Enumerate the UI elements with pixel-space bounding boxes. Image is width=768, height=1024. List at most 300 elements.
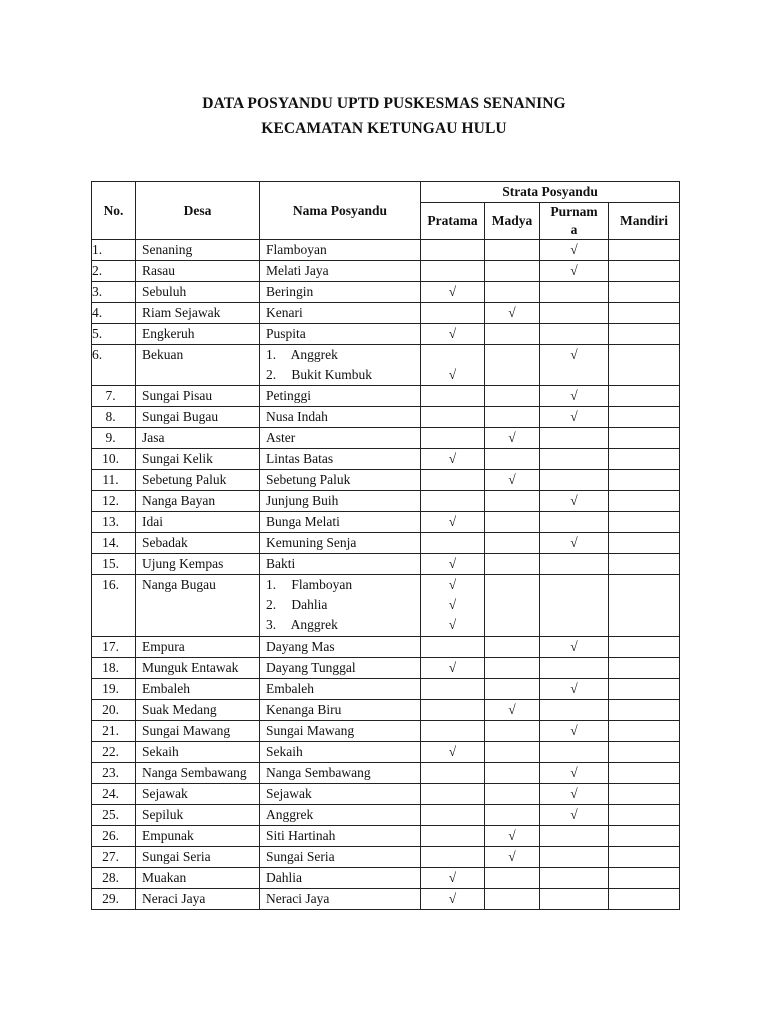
check-mark [485, 261, 539, 281]
cell-desa: Suak Medang [136, 700, 260, 721]
check-mark [609, 345, 679, 365]
check-mark [609, 261, 679, 281]
posyandu-list-item [260, 615, 414, 635]
cell-mandiri [609, 470, 680, 491]
cell-no: 3. [92, 282, 136, 303]
check-mark [485, 679, 539, 699]
cell-no: 1. [92, 240, 136, 261]
cell-pratama [421, 679, 485, 700]
cell-desa: Sebadak [136, 533, 260, 554]
cell-pratama [421, 240, 485, 261]
check-mark [421, 826, 484, 846]
check-mark: √ [448, 891, 457, 906]
cell-mandiri [609, 282, 680, 303]
cell-purnama [540, 575, 609, 637]
check-mark [540, 449, 608, 469]
cell-mandiri [609, 721, 680, 742]
check-mark [609, 449, 679, 469]
cell-no: 29. [92, 889, 136, 910]
check-mark: √ [448, 617, 457, 632]
check-mark [421, 533, 484, 553]
check-mark [540, 512, 608, 532]
cell-pratama [421, 868, 485, 889]
cell-pratama [421, 742, 485, 763]
table-row [92, 491, 680, 512]
cell-desa: Sungai Bugau [136, 407, 260, 428]
check-mark: √ [508, 472, 516, 487]
cell-madya [485, 575, 540, 637]
check-mark [609, 282, 679, 302]
cell-purnama [540, 742, 609, 763]
check-mark [609, 533, 679, 553]
cell-nama-posyandu: Sungai Mawang [260, 721, 421, 742]
check-mark [421, 240, 484, 260]
cell-purnama [540, 512, 609, 533]
check-mark [485, 784, 539, 804]
cell-mandiri [609, 240, 680, 261]
check-mark [609, 784, 679, 804]
check-mark [609, 303, 679, 323]
cell-madya [485, 784, 540, 805]
cell-madya [485, 282, 540, 303]
cell-purnama [540, 407, 609, 428]
cell-madya [485, 512, 540, 533]
check-mark [485, 533, 539, 553]
cell-pratama [421, 428, 485, 449]
posyandu-table [91, 181, 680, 910]
cell-no: 14. [92, 533, 136, 554]
table-row [92, 784, 680, 805]
cell-pratama [421, 345, 485, 386]
cell-nama-posyandu: Dayang Tunggal [260, 658, 421, 679]
cell-nama-posyandu: Nanga Sembawang [260, 763, 421, 784]
cell-pratama [421, 491, 485, 512]
table-row [92, 658, 680, 679]
cell-madya [485, 847, 540, 868]
cell-purnama [540, 491, 609, 512]
cell-pratama [421, 637, 485, 658]
cell-desa: Sungai Seria [136, 847, 260, 868]
check-mark: √ [570, 765, 578, 780]
cell-nama-posyandu: Petinggi [260, 386, 421, 407]
table-row [92, 575, 680, 637]
cell-no: 21. [92, 721, 136, 742]
cell-mandiri [609, 533, 680, 554]
check-mark: √ [448, 326, 457, 341]
check-mark [485, 407, 539, 427]
cell-pratama [421, 303, 485, 324]
check-mark [421, 637, 484, 657]
cell-mandiri [609, 512, 680, 533]
cell-no: 5. [92, 324, 136, 345]
check-mark [421, 345, 484, 365]
check-mark: √ [448, 660, 457, 675]
check-mark [485, 889, 539, 909]
cell-desa: Sebetung Paluk [136, 470, 260, 491]
cell-desa: Empura [136, 637, 260, 658]
cell-madya [485, 637, 540, 658]
check-mark [609, 868, 679, 888]
cell-mandiri [609, 303, 680, 324]
cell-pratama [421, 449, 485, 470]
check-mark [609, 679, 679, 699]
check-mark [609, 700, 679, 720]
check-mark: √ [508, 702, 516, 717]
table-row [92, 826, 680, 847]
cell-mandiri [609, 324, 680, 345]
check-mark [485, 615, 539, 635]
cell-mandiri [609, 700, 680, 721]
cell-pratama [421, 512, 485, 533]
check-mark: √ [570, 786, 578, 801]
cell-madya [485, 868, 540, 889]
cell-mandiri [609, 847, 680, 868]
check-mark [421, 407, 484, 427]
check-mark [485, 365, 539, 385]
check-mark [540, 658, 608, 678]
cell-nama-posyandu [260, 575, 421, 637]
cell-no: 24. [92, 784, 136, 805]
cell-no: 18. [92, 658, 136, 679]
cell-no: 13. [92, 512, 136, 533]
cell-mandiri [609, 575, 680, 637]
check-mark [609, 658, 679, 678]
cell-pratama [421, 407, 485, 428]
check-mark [609, 847, 679, 867]
list-index: 3. [266, 617, 277, 632]
cell-no: 16. [92, 575, 136, 637]
cell-pratama [421, 721, 485, 742]
cell-nama-posyandu: Melati Jaya [260, 261, 421, 282]
cell-mandiri [609, 428, 680, 449]
check-mark [485, 491, 539, 511]
check-mark [485, 449, 539, 469]
check-mark [540, 428, 608, 448]
check-mark [609, 889, 679, 909]
cell-pratama [421, 533, 485, 554]
cell-desa: Munguk Entawak [136, 658, 260, 679]
cell-no: 23. [92, 763, 136, 784]
check-mark: √ [448, 451, 457, 466]
posyandu-name: Dahlia [288, 597, 328, 612]
table-row [92, 345, 680, 386]
check-mark: √ [448, 514, 457, 529]
cell-nama-posyandu: Puspita [260, 324, 421, 345]
list-index: 2. [266, 597, 277, 612]
table-row [92, 679, 680, 700]
cell-nama-posyandu: Sekaih [260, 742, 421, 763]
cell-madya [485, 428, 540, 449]
cell-purnama [540, 533, 609, 554]
cell-mandiri [609, 889, 680, 910]
cell-mandiri [609, 763, 680, 784]
check-mark [421, 805, 484, 825]
header-strata-posyandu: Strata Posyandu [421, 182, 680, 203]
cell-nama-posyandu: Neraci Jaya [260, 889, 421, 910]
cell-purnama [540, 658, 609, 679]
table-row [92, 240, 680, 261]
cell-pratama [421, 575, 485, 637]
check-mark [609, 721, 679, 741]
cell-purnama [540, 784, 609, 805]
check-mark [485, 345, 539, 365]
cell-purnama [540, 554, 609, 575]
cell-purnama [540, 679, 609, 700]
cell-mandiri [609, 826, 680, 847]
cell-madya [485, 407, 540, 428]
check-mark [485, 805, 539, 825]
cell-no: 12. [92, 491, 136, 512]
posyandu-name: Bukit Kumbuk [288, 367, 373, 382]
cell-desa: Muakan [136, 868, 260, 889]
check-mark [609, 763, 679, 783]
cell-purnama [540, 261, 609, 282]
cell-madya [485, 303, 540, 324]
header-madya: Madya [485, 203, 540, 240]
check-mark [609, 826, 679, 846]
check-mark [540, 365, 608, 385]
cell-madya [485, 763, 540, 784]
check-mark [485, 721, 539, 741]
cell-no: 10. [92, 449, 136, 470]
check-mark [609, 512, 679, 532]
cell-madya [485, 700, 540, 721]
cell-nama-posyandu: Lintas Batas [260, 449, 421, 470]
check-mark [421, 721, 484, 741]
check-mark [609, 805, 679, 825]
table-row [92, 449, 680, 470]
cell-purnama [540, 889, 609, 910]
header-mandiri: Mandiri [609, 203, 680, 240]
check-mark [540, 554, 608, 574]
cell-nama-posyandu: Kenanga Biru [260, 700, 421, 721]
check-mark [485, 763, 539, 783]
check-mark [485, 742, 539, 762]
cell-nama-posyandu: Bakti [260, 554, 421, 575]
cell-desa: Sungai Pisau [136, 386, 260, 407]
check-mark [485, 595, 539, 615]
cell-no: 11. [92, 470, 136, 491]
check-mark [485, 324, 539, 344]
cell-purnama [540, 449, 609, 470]
cell-nama-posyandu: Junjung Buih [260, 491, 421, 512]
cell-pratama [421, 700, 485, 721]
cell-no: 25. [92, 805, 136, 826]
cell-purnama [540, 303, 609, 324]
table-row [92, 303, 680, 324]
cell-no: 26. [92, 826, 136, 847]
cell-no: 15. [92, 554, 136, 575]
table-row [92, 407, 680, 428]
cell-pratama [421, 784, 485, 805]
cell-desa: Empunak [136, 826, 260, 847]
check-mark: √ [448, 744, 457, 759]
cell-madya [485, 386, 540, 407]
page-subtitle: KECAMATAN KETUNGAU HULU [261, 120, 507, 137]
check-mark: √ [508, 849, 516, 864]
cell-madya [485, 554, 540, 575]
cell-pratama [421, 763, 485, 784]
cell-desa: Nanga Bugau [136, 575, 260, 637]
cell-nama-posyandu: Sungai Seria [260, 847, 421, 868]
cell-madya [485, 721, 540, 742]
check-mark: √ [448, 284, 457, 299]
check-mark [540, 615, 608, 635]
table-row [92, 805, 680, 826]
cell-purnama [540, 637, 609, 658]
header-no: No. [92, 182, 136, 240]
table-row [92, 554, 680, 575]
cell-purnama [540, 826, 609, 847]
cell-no: 28. [92, 868, 136, 889]
check-mark: √ [448, 597, 457, 612]
posyandu-list-item [260, 345, 414, 365]
check-mark: √ [570, 535, 578, 550]
check-mark: √ [508, 828, 516, 843]
cell-mandiri [609, 742, 680, 763]
cell-nama-posyandu [260, 345, 421, 386]
cell-no: 2. [92, 261, 136, 282]
cell-desa: Embaleh [136, 679, 260, 700]
cell-mandiri [609, 554, 680, 575]
cell-purnama [540, 324, 609, 345]
cell-pratama [421, 470, 485, 491]
cell-desa: Neraci Jaya [136, 889, 260, 910]
cell-nama-posyandu: Sejawak [260, 784, 421, 805]
header-purnama: Purnam a [540, 203, 609, 240]
cell-mandiri [609, 345, 680, 386]
cell-purnama [540, 868, 609, 889]
check-mark [609, 595, 679, 615]
posyandu-list-item [260, 365, 414, 385]
cell-nama-posyandu: Siti Hartinah [260, 826, 421, 847]
cell-purnama [540, 386, 609, 407]
check-mark: √ [448, 556, 457, 571]
check-mark [421, 261, 484, 281]
table-row [92, 470, 680, 491]
cell-desa: Sekaih [136, 742, 260, 763]
check-mark [540, 847, 608, 867]
cell-pratama [421, 658, 485, 679]
cell-nama-posyandu: Sebetung Paluk [260, 470, 421, 491]
cell-madya [485, 240, 540, 261]
cell-pratama [421, 847, 485, 868]
cell-desa: Sepiluk [136, 805, 260, 826]
cell-no: 17. [92, 637, 136, 658]
cell-nama-posyandu: Embaleh [260, 679, 421, 700]
cell-desa: Sejawak [136, 784, 260, 805]
table-row [92, 868, 680, 889]
cell-pratama [421, 826, 485, 847]
table-row [92, 742, 680, 763]
check-mark [540, 868, 608, 888]
header-desa: Desa [136, 182, 260, 240]
check-mark [540, 742, 608, 762]
list-index: 2. [266, 367, 277, 382]
cell-no: 4. [92, 303, 136, 324]
cell-mandiri [609, 407, 680, 428]
cell-purnama [540, 763, 609, 784]
cell-no: 22. [92, 742, 136, 763]
check-mark [540, 826, 608, 846]
cell-madya [485, 324, 540, 345]
cell-desa: Sebuluh [136, 282, 260, 303]
check-mark [540, 700, 608, 720]
check-mark [609, 575, 679, 595]
list-index: 1. [266, 347, 277, 362]
cell-desa: Senaning [136, 240, 260, 261]
check-mark [421, 491, 484, 511]
check-mark [421, 303, 484, 323]
cell-pratama [421, 805, 485, 826]
check-mark: √ [508, 305, 516, 320]
check-mark [421, 428, 484, 448]
posyandu-list-item [260, 575, 414, 595]
check-mark: √ [570, 639, 578, 654]
cell-mandiri [609, 658, 680, 679]
cell-madya [485, 679, 540, 700]
check-mark: √ [570, 723, 578, 738]
cell-nama-posyandu: Kemuning Senja [260, 533, 421, 554]
check-mark [609, 637, 679, 657]
cell-desa: Sungai Kelik [136, 449, 260, 470]
check-mark [540, 303, 608, 323]
check-mark: √ [448, 367, 457, 382]
cell-mandiri [609, 784, 680, 805]
check-mark [421, 679, 484, 699]
check-mark [421, 847, 484, 867]
cell-desa: Engkeruh [136, 324, 260, 345]
cell-desa: Ujung Kempas [136, 554, 260, 575]
check-mark: √ [570, 493, 578, 508]
cell-mandiri [609, 386, 680, 407]
check-mark [540, 889, 608, 909]
check-mark [485, 512, 539, 532]
check-mark [609, 428, 679, 448]
cell-no: 7. [92, 386, 136, 407]
check-mark [485, 554, 539, 574]
cell-madya [485, 345, 540, 386]
table-row [92, 261, 680, 282]
cell-mandiri [609, 805, 680, 826]
check-mark [421, 784, 484, 804]
cell-nama-posyandu: Aster [260, 428, 421, 449]
cell-madya [485, 449, 540, 470]
check-mark [421, 763, 484, 783]
cell-purnama [540, 721, 609, 742]
check-mark [485, 637, 539, 657]
cell-nama-posyandu: Anggrek [260, 805, 421, 826]
cell-desa: Jasa [136, 428, 260, 449]
check-mark [421, 700, 484, 720]
table-row [92, 700, 680, 721]
check-mark [485, 240, 539, 260]
check-mark [609, 386, 679, 406]
check-mark: √ [570, 681, 578, 696]
cell-purnama [540, 847, 609, 868]
check-mark: √ [448, 577, 457, 592]
check-mark: √ [570, 263, 578, 278]
check-mark [540, 575, 608, 595]
cell-mandiri [609, 868, 680, 889]
cell-nama-posyandu: Dayang Mas [260, 637, 421, 658]
check-mark [609, 742, 679, 762]
cell-mandiri [609, 679, 680, 700]
header-nama-posyandu: Nama Posyandu [260, 182, 421, 240]
check-mark [485, 386, 539, 406]
table-row [92, 512, 680, 533]
check-mark [540, 595, 608, 615]
